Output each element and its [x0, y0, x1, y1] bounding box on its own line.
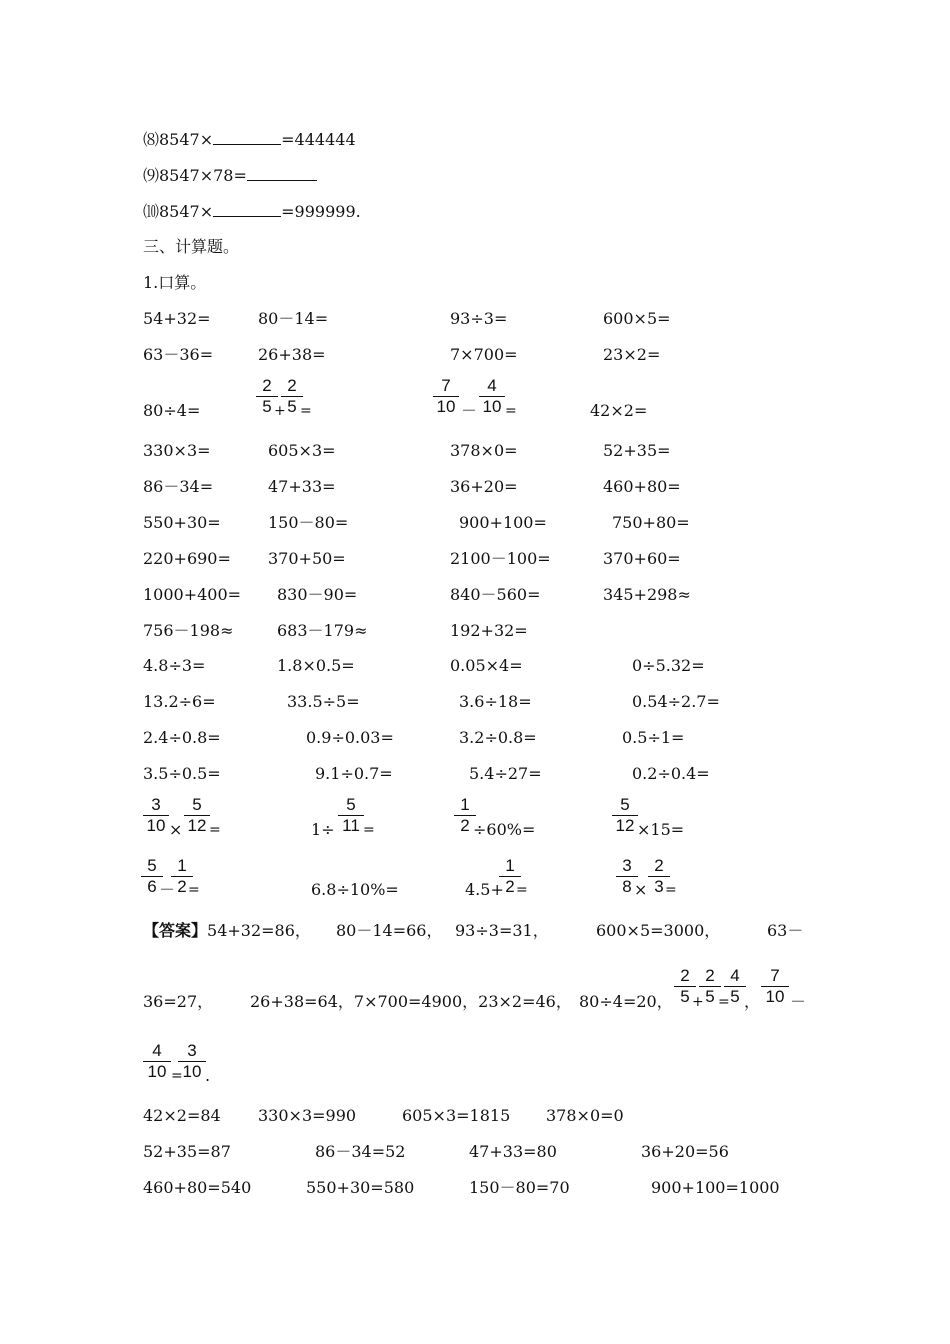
fraction: 1 2	[499, 856, 521, 897]
problem: 345+298≈	[603, 585, 691, 604]
problem: 378×0=	[450, 441, 518, 460]
fraction: 4 10	[479, 376, 505, 417]
problem-prefix: 4.5+	[465, 880, 504, 899]
problem: 47+33=	[268, 477, 336, 496]
plus-sign: +	[692, 994, 704, 1010]
answer-item: 550+30=580	[306, 1178, 415, 1197]
minus-sign: －	[159, 880, 176, 899]
problem: 3.5÷0.5=	[143, 764, 221, 783]
problem: 150－80=	[268, 513, 349, 532]
problem: 460+80=	[603, 477, 681, 496]
problem: 2.4÷0.8=	[143, 728, 221, 747]
answer-item: 900+100=1000	[651, 1178, 780, 1197]
problem: 42×2=	[590, 401, 648, 420]
answer-item: 93÷3=31，	[455, 921, 549, 940]
problem: 6.8÷10%=	[311, 880, 399, 899]
answer-item: 26+38=64，7×700=4900，23×2=46，	[250, 992, 572, 1011]
answer-line: 【答案】54+32=86，	[143, 921, 311, 940]
problem: 600×5=	[603, 309, 671, 328]
fraction: 2 5	[674, 966, 696, 1007]
problem: 2100－100=	[450, 549, 551, 568]
answer-item: 330×3=990	[258, 1106, 357, 1125]
answer-blank[interactable]	[213, 202, 281, 217]
problem: 683－179≈	[277, 621, 368, 640]
answer-item: 42×2=84	[143, 1106, 221, 1125]
answer-item: 63－	[767, 921, 804, 940]
answer-item: 86－34=52	[315, 1142, 406, 1161]
problem-suffix: ÷60%=	[473, 820, 536, 839]
fraction: 2 3	[648, 856, 670, 897]
answer-item: 36=27，	[143, 992, 214, 1011]
problem: 0.05×4=	[450, 656, 523, 675]
problem: 756－198≈	[143, 621, 234, 640]
problem: 3.2÷0.8=	[459, 728, 537, 747]
answer-item: 36+20=56	[641, 1142, 729, 1161]
answer-item: 605×3=1815	[402, 1106, 511, 1125]
problem: 26+38=	[258, 345, 326, 364]
problem: 220+690=	[143, 549, 231, 568]
fraction: 5 12	[184, 795, 210, 836]
problem: 13.2÷6=	[143, 692, 216, 711]
fraction: 3 10	[143, 795, 169, 836]
fraction: 2 5	[256, 376, 278, 417]
fraction: 3 8	[616, 856, 638, 897]
equals-sign: =	[718, 994, 730, 1010]
problem: 830－90=	[277, 585, 358, 604]
fraction: 1 2	[454, 795, 476, 836]
minus-sign: －	[461, 401, 478, 420]
answer-item: 52+35=87	[143, 1142, 231, 1161]
fraction: 4 5	[724, 966, 746, 1007]
question-8: ⑻8547× =444444	[143, 130, 356, 149]
problem: 605×3=	[268, 441, 336, 460]
problem-suffix: ×15=	[637, 820, 685, 839]
question-10: ⑽8547× =999999.	[143, 202, 361, 221]
problem: 33.5÷5=	[287, 692, 360, 711]
times-sign: ×	[169, 820, 183, 839]
problem: 330×3=	[143, 441, 211, 460]
problem: 0.54÷2.7=	[632, 692, 720, 711]
answer-item: 378×0=0	[546, 1106, 624, 1125]
problem: 63－36=	[143, 345, 214, 364]
comma: ，	[744, 992, 761, 1011]
equals-sign: =	[363, 822, 375, 838]
problem: 840－560=	[450, 585, 541, 604]
answer-item: 600×5=3000，	[596, 921, 721, 940]
answer-item: 150－80=70	[469, 1178, 570, 1197]
answer-blank[interactable]	[213, 130, 281, 145]
answer-item: 460+80=540	[143, 1178, 252, 1197]
answer-item: 80－14=66，	[336, 921, 443, 940]
problem: 23×2=	[603, 345, 661, 364]
problem: 370+60=	[603, 549, 681, 568]
problem: 192+32=	[450, 621, 528, 640]
fraction: 5 6	[141, 856, 163, 897]
fraction: 1 2	[171, 856, 193, 897]
problem: 54+32=	[143, 309, 211, 328]
equals-sign: =	[665, 882, 677, 898]
answer-item: 47+33=80	[469, 1142, 557, 1161]
problem: 900+100=	[459, 513, 547, 532]
problem-prefix: 1÷	[311, 820, 335, 839]
period: .	[205, 1066, 211, 1085]
problem: 3.6÷18=	[459, 692, 532, 711]
minus-sign: －	[790, 992, 807, 1011]
problem: 93÷3=	[450, 309, 508, 328]
fraction: 7 10	[761, 966, 789, 1007]
fraction: 2 5	[699, 966, 721, 1007]
plus-sign: +	[274, 403, 286, 419]
equals-sign: =	[300, 403, 312, 419]
fraction: 5 11	[338, 795, 364, 836]
problem: 370+50=	[268, 549, 346, 568]
problem: 550+30=	[143, 513, 221, 532]
answer-blank[interactable]	[247, 166, 317, 181]
problem: 36+20=	[450, 477, 518, 496]
fraction: 2 5	[281, 376, 303, 417]
subsection-title: 1.口算。	[143, 273, 207, 292]
problem: 86－34=	[143, 477, 214, 496]
fraction: 5 12	[612, 795, 638, 836]
problem: 52+35=	[603, 441, 671, 460]
problem: 1.8×0.5=	[277, 656, 355, 675]
problem: 7×700=	[450, 345, 518, 364]
fraction: 4 10	[143, 1041, 171, 1082]
answer-item: 80÷4=20，	[579, 992, 673, 1011]
question-9: ⑼8547×78=	[143, 166, 317, 185]
times-sign: ×	[634, 880, 648, 899]
equals-sign: =	[209, 822, 221, 838]
problem: 750+80=	[612, 513, 690, 532]
equals-sign: =	[505, 403, 517, 419]
problem: 0.9÷0.03=	[306, 728, 394, 747]
equals-sign: =	[171, 1068, 183, 1084]
problem: 5.4÷27=	[469, 764, 542, 783]
equals-sign: =	[516, 882, 528, 898]
problem: 9.1÷0.7=	[315, 764, 393, 783]
problem: 0÷5.32=	[632, 656, 705, 675]
problem: 80－14=	[258, 309, 329, 328]
problem: 0.5÷1=	[622, 728, 685, 747]
problem: 4.8÷3=	[143, 656, 206, 675]
equals-sign: =	[188, 882, 200, 898]
section-title: 三、计算题。	[143, 237, 240, 256]
answer-label: 【答案】	[143, 921, 208, 940]
fraction: 7 10	[433, 376, 459, 417]
problem: 80÷4=	[143, 401, 201, 420]
fraction: 3 10	[178, 1041, 206, 1082]
problem: 1000+400=	[143, 585, 242, 604]
problem: 0.2÷0.4=	[632, 764, 710, 783]
